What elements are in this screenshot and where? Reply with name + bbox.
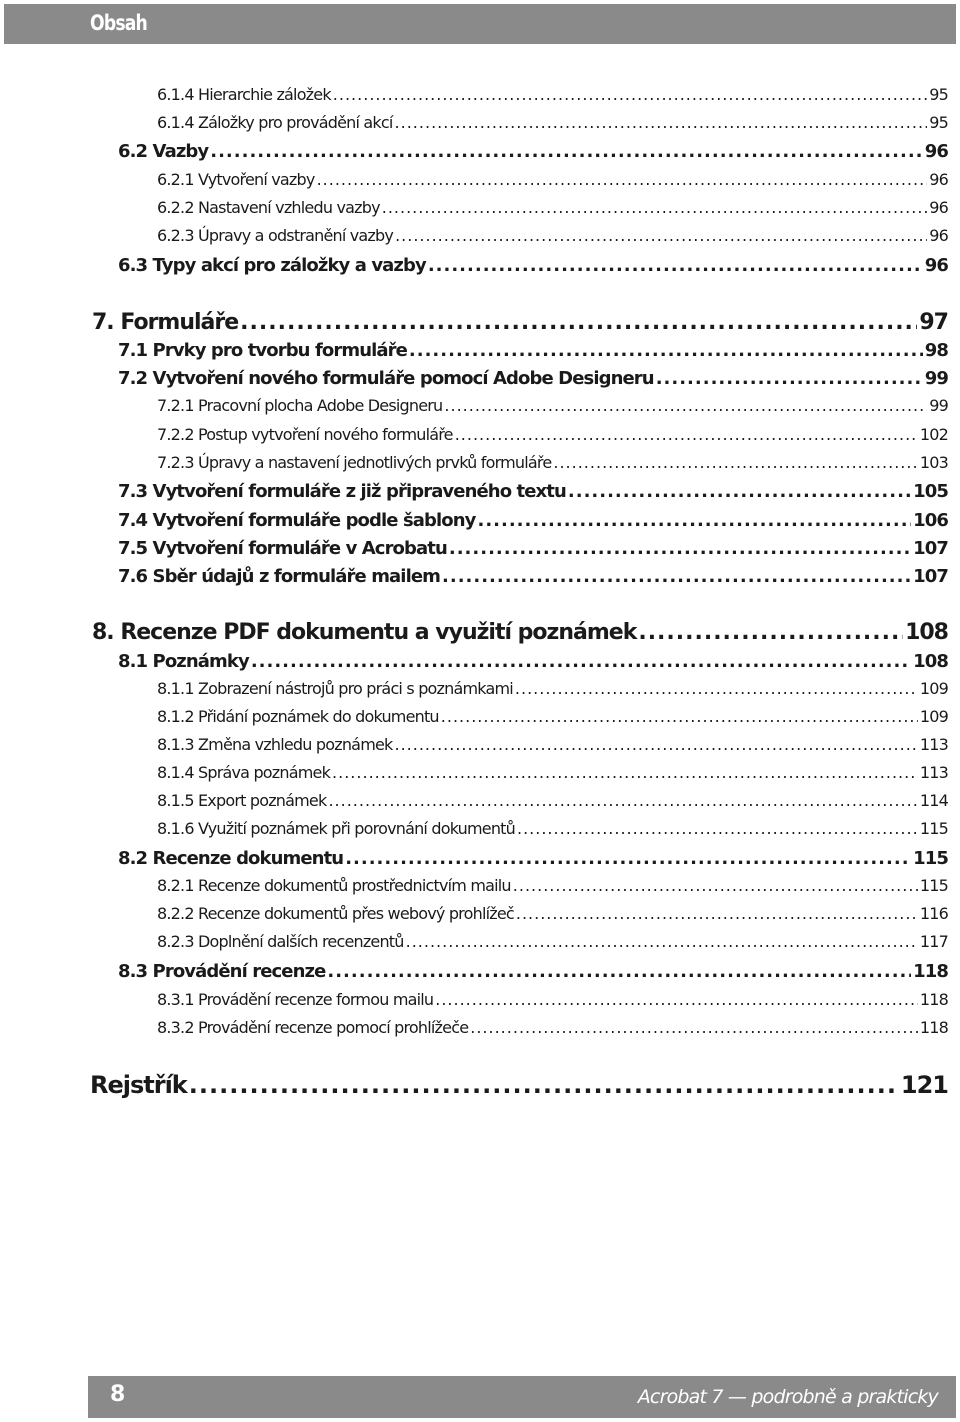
toc-dot-leader [382,198,927,217]
page-footer-bar [88,1376,956,1418]
toc-dot-leader [406,932,918,951]
toc-entry[interactable] [90,1071,948,1101]
toc-dot-leader [394,735,917,754]
toc-entry[interactable] [118,538,948,562]
toc-dot-leader [638,620,903,645]
toc-entry[interactable] [157,791,948,813]
toc-entry[interactable] [157,170,948,192]
toc-dot-leader [513,876,918,895]
toc-entry-title: 6.2 Vazby [118,141,209,162]
toc-entry-page-number: 113 [919,735,948,754]
toc-entry-page-number: 118 [919,990,948,1009]
toc-entry[interactable] [157,876,948,898]
toc-entry-title: 7.2.2 Postup vytvoření nového formuláře [157,425,453,444]
toc-entry[interactable] [157,819,948,841]
toc-entry-title: 6.1.4 Hierarchie záložek [157,85,331,104]
toc-dot-leader [553,453,917,472]
toc-entry-page-number: 118 [913,961,948,982]
toc-dot-leader [189,1071,899,1099]
toc-entry-page-number: 96 [929,170,948,189]
toc-entry-page-number: 118 [919,1018,948,1037]
toc-dot-leader [332,763,918,782]
page-header-title: Obsah [90,11,148,35]
toc-entry-title: 6.3 Typy akcí pro záložky a vazby [118,255,426,276]
toc-entry-title: 6.2.3 Úpravy a odstranění vazby [157,226,394,245]
toc-entry-page-number: 96 [929,226,948,245]
toc-entry-title: 8.2.3 Doplnění dalších recenzentů [157,932,404,951]
toc-dot-leader [656,368,923,389]
toc-dot-leader [333,85,927,104]
toc-dot-leader [455,425,918,444]
toc-entry-title: 7.6 Sběr údajů z formuláře mailem [118,566,441,587]
toc-entry-page-number: 95 [929,85,948,104]
toc-entry[interactable] [157,735,948,757]
toc-dot-leader [210,141,923,162]
toc-entry-page-number: 114 [919,791,948,810]
toc-entry[interactable] [157,453,948,475]
toc-entry[interactable] [157,226,948,248]
toc-entry-title: 8.1.3 Změna vzhledu poznámek [157,735,393,754]
toc-dot-leader [240,310,917,335]
footer-page-number: 8 [110,1382,126,1407]
toc-dot-leader [515,679,918,698]
toc-entry-title: 6.2.1 Vytvoření vazby [157,170,315,189]
toc-entry[interactable] [157,679,948,701]
toc-entry-page-number: 109 [919,679,948,698]
toc-entry-page-number: 116 [919,904,948,923]
toc-entry[interactable] [157,396,948,418]
toc-entry-page-number: 108 [913,651,948,672]
toc-dot-leader [568,481,911,502]
toc-entry[interactable] [118,255,948,279]
toc-dot-leader [470,1018,918,1037]
toc-entry[interactable] [118,510,948,534]
toc-entry-title: 8.2.2 Recenze dokumentů přes webový prohlížeč [157,904,514,923]
toc-dot-leader [477,510,911,531]
toc-entry[interactable] [157,707,948,729]
toc-entry-title: 8.1.5 Export poznámek [157,791,327,810]
toc-entry[interactable] [157,113,948,135]
toc-entry-page-number: 102 [919,425,948,444]
toc-entry-title: 6.1.4 Záložky pro provádění akcí [157,113,393,132]
toc-dot-leader [327,961,911,982]
toc-dot-leader [441,707,918,726]
toc-entry-title: 7.2.1 Pracovní plocha Adobe Designeru [157,396,443,415]
toc-dot-leader [328,791,917,810]
toc-entry-title: 7. Formuláře [92,310,239,335]
toc-entry-title: 7.5 Vytvoření formuláře v Acrobatu [118,538,447,559]
toc-entry-page-number: 98 [924,340,948,361]
toc-entry[interactable] [157,990,948,1012]
toc-entry-page-number: 115 [913,848,948,869]
toc-entry[interactable] [118,368,948,392]
footer-book-title: Acrobat 7 — podrobně a prakticky [637,1386,938,1408]
toc-entry-page-number: 115 [919,876,948,895]
toc-entry-title: 8.3 Provádění recenze [118,961,326,982]
toc-entry-page-number: 95 [929,113,948,132]
toc-entry[interactable] [118,848,948,872]
toc-entry[interactable] [118,961,948,985]
toc-dot-leader [444,396,927,415]
toc-dot-leader [409,340,923,361]
toc-entry-page-number: 109 [919,707,948,726]
toc-entry[interactable] [157,1018,948,1040]
toc-dot-leader [395,113,928,132]
toc-entry[interactable] [157,425,948,447]
toc-dot-leader [395,226,927,245]
toc-entry-page-number: 96 [924,141,948,162]
toc-entry-title: 8.1 Poznámky [118,651,249,672]
toc-entry-title: 8. Recenze PDF dokumentu a využití poznámek [92,620,637,645]
toc-entry-title: 8.2.1 Recenze dokumentů prostřednictvím mailu [157,876,511,895]
toc-entry-title: 8.3.1 Provádění recenze formou mailu [157,990,434,1009]
toc-entry[interactable] [157,763,948,785]
toc-dot-leader [517,819,918,838]
toc-entry-page-number: 117 [919,932,948,951]
toc-dot-leader [317,170,928,189]
toc-entry-page-number: 121 [900,1071,948,1099]
toc-entry[interactable] [92,620,948,650]
toc-entry-title: Rejstřík [90,1071,187,1099]
toc-entry-title: 7.2.3 Úpravy a nastavení jednotlivých prvků formuláře [157,453,552,472]
toc-entry-title: 8.3.2 Provádění recenze pomocí prohlížeče [157,1018,469,1037]
toc-entry-page-number: 96 [924,255,948,276]
toc-entry-title: 7.1 Prvky pro tvorbu formuláře [118,340,407,361]
toc-dot-leader [428,255,923,276]
toc-entry-title: 8.1.4 Správa poznámek [157,763,331,782]
toc-dot-leader [435,990,918,1009]
toc-entry[interactable] [157,198,948,220]
toc-entry-page-number: 107 [913,538,948,559]
toc-entry-page-number: 108 [905,620,948,645]
toc-dot-leader [442,566,911,587]
toc-entry-title: 6.2.2 Nastavení vzhledu vazby [157,198,380,217]
toc-entry-title: 8.1.1 Zobrazení nástrojů pro práci s poznámkami [157,679,513,698]
toc-entry-page-number: 99 [924,368,948,389]
toc-entry[interactable] [157,85,948,107]
toc-entry-title: 7.4 Vytvoření formuláře podle šablony [118,510,476,531]
toc-entry-page-number: 113 [919,763,948,782]
toc-entry[interactable] [118,340,948,364]
toc-entry-title: 8.1.6 Využití poznámek při porovnání dokumentů [157,819,515,838]
toc-entry-title: 7.3 Vytvoření formuláře z již připraveného textu [118,481,566,502]
toc-dot-leader [449,538,911,559]
toc-entry-page-number: 115 [919,819,948,838]
toc-entry-page-number: 103 [919,453,948,472]
toc-entry[interactable] [92,310,948,340]
toc-entry[interactable] [118,141,948,165]
toc-entry-page-number: 106 [913,510,948,531]
toc-entry-page-number: 96 [929,198,948,217]
toc-dot-leader [345,848,911,869]
toc-entry-page-number: 99 [929,396,948,415]
toc-dot-leader [251,651,911,672]
toc-entry-title: 8.1.2 Přidání poznámek do dokumentu [157,707,439,726]
toc-entry-page-number: 97 [919,310,948,335]
toc-entry[interactable] [157,932,948,954]
toc-entry-page-number: 107 [913,566,948,587]
toc-dot-leader [516,904,918,923]
toc-entry-title: 8.2 Recenze dokumentu [118,848,344,869]
toc-entry[interactable] [157,904,948,926]
toc-entry-page-number: 105 [913,481,948,502]
toc-entry[interactable] [118,651,948,675]
toc-entry-title: 7.2 Vytvoření nového formuláře pomocí Adobe Designeru [118,368,654,389]
toc-entry[interactable] [118,481,948,505]
toc-entry[interactable] [118,566,948,590]
